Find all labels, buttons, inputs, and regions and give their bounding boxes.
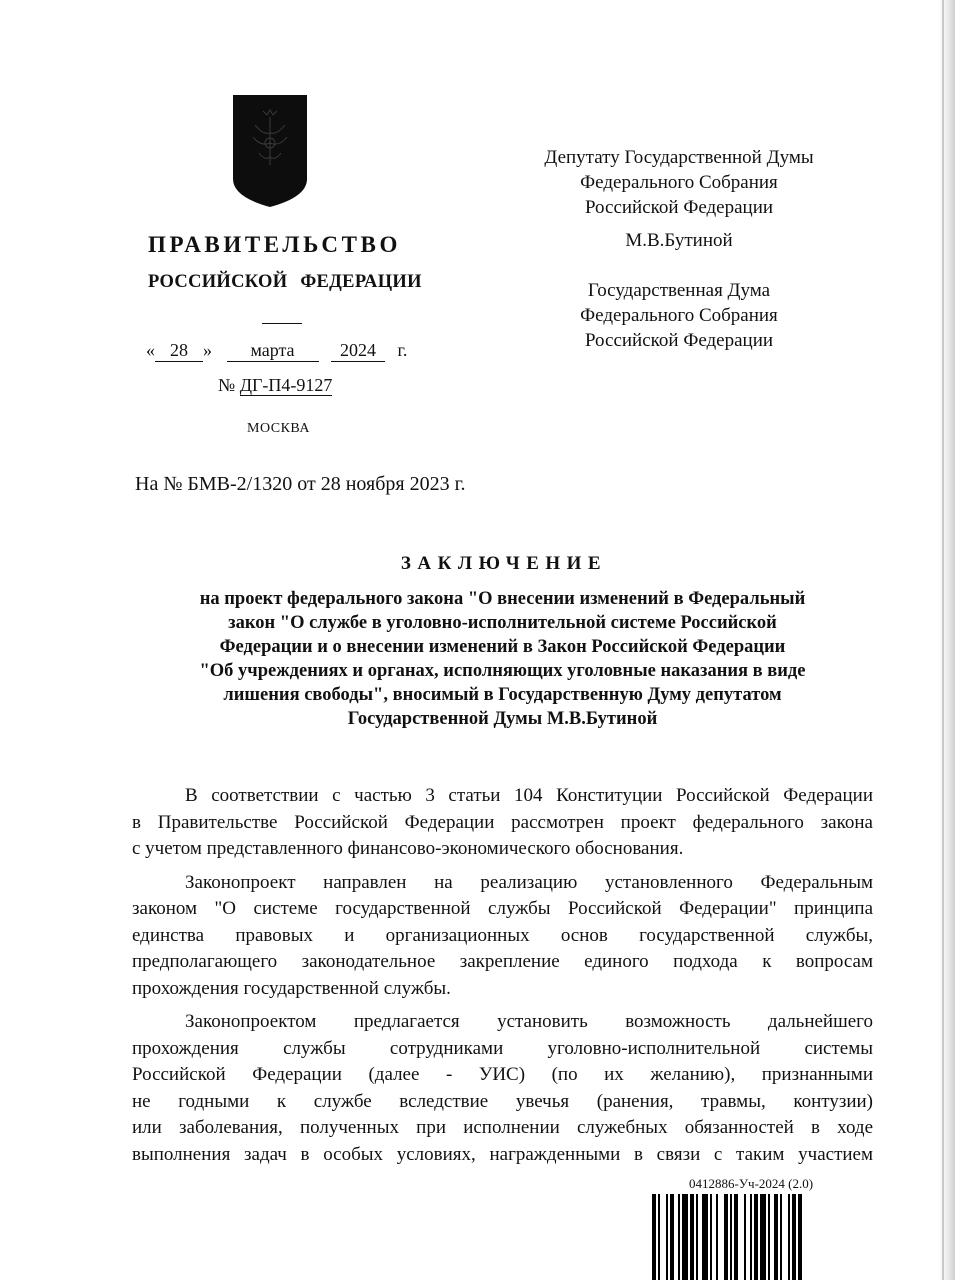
body-line: законом "О системе государственной службы Российской Федерации" принципа: [132, 898, 873, 919]
body-line: предполагающего законодательное закрепление единого подхода к вопросам: [132, 951, 873, 972]
body-line: В соответствии с частью 3 статьи 104 Конституции Российской Федерации: [185, 785, 873, 806]
document-code: 0412886-Уч-2024 (2.0): [689, 1176, 814, 1191]
body-line: Российской Федерации (далее - УИС) (по их желанию), признанными: [132, 1064, 873, 1085]
body-line: прохождения службы сотрудниками уголовно-исполнительной системы: [132, 1037, 873, 1059]
number-value: ДГ-П4-9127: [239, 375, 333, 395]
addressee-line: Государственная Дума: [587, 280, 771, 301]
number-sign: №: [218, 375, 236, 395]
body-line: Законопроект направлен на реализацию установленного Федеральным: [185, 871, 873, 893]
paragraph-2: [132, 870, 873, 1003]
date-close-quote: »: [203, 340, 212, 360]
barcode: [652, 1194, 840, 1280]
addressee-line: Российской Федерации: [584, 197, 774, 218]
body-line: Законопроектом предлагается установить возможность дальнейшего: [185, 1011, 873, 1032]
subject-line: на проект федерального закона "О внесении изменений в Федеральный: [199, 589, 806, 609]
addressee-line: Российской Федерации: [584, 330, 774, 351]
government-title: ПРАВИТЕЛЬСТВО: [148, 232, 401, 257]
body-line: в Правительстве Российской Федерации рассмотрен проект федерального закона: [132, 811, 873, 833]
addressee-deputy: [470, 145, 888, 253]
date-month: марта: [227, 340, 319, 362]
issuing-city: МОСКВА: [247, 421, 310, 436]
body-line: прохождения государственной службы.: [132, 977, 451, 999]
addressee-line: Федерального Собрания: [580, 172, 778, 193]
subject-line: закон "О службе в уголовно-исполнительной системе Российской: [228, 613, 777, 633]
body-line: выполнения задач в особых условиях, награжденными в связи с таким участием: [132, 1143, 873, 1165]
body-line: единства правовых и организационных основ государственной службы,: [132, 924, 873, 946]
date-year: 2024: [331, 340, 385, 362]
header-divider: [262, 323, 302, 324]
addressee-duma: [470, 278, 888, 353]
addressee-line: Депутату Государственной Думы: [544, 147, 814, 168]
government-subtitle: РОССИЙСКОЙ ФЕДЕРАЦИИ: [148, 272, 422, 292]
date-year-suffix: г.: [397, 340, 408, 360]
body-line: не годными к службе вследствие увечья (ранения, травмы, контузии): [132, 1090, 873, 1112]
subject-line: Государственной Думы М.В.Бутиной: [347, 709, 658, 729]
addressee-name: М.В.Бутиной: [625, 230, 733, 251]
date-day: 28: [155, 340, 203, 362]
subject-line: Федерации и о внесении изменений в Закон Российской Федерации: [219, 637, 786, 657]
document-number: [218, 375, 332, 396]
body-line: с учетом представленного финансово-экономического обоснования.: [132, 838, 684, 859]
paragraph-1: [132, 783, 873, 863]
subject-line: лишения свободы", вносимый в Государственную Думу депутатом: [223, 685, 782, 705]
reference-line: На № БМВ-2/1320 от 28 ноября 2023 г.: [135, 473, 466, 495]
date-open-quote: «: [146, 340, 155, 360]
body-line: или заболевания, полученных при исполнении служебных обязанностей в ходе: [132, 1117, 873, 1138]
document-subject: [130, 587, 875, 731]
document-body: [132, 783, 873, 1168]
subject-line: "Об учреждениях и органах, исполняющих уголовные наказания в виде: [199, 661, 806, 681]
coat-of-arms-emblem: [233, 95, 307, 207]
addressee-line: Федерального Собрания: [580, 305, 778, 326]
paragraph-3: [132, 1009, 873, 1168]
document-title: ЗАКЛЮЧЕНИЕ: [400, 553, 608, 574]
document-date: [146, 340, 407, 362]
